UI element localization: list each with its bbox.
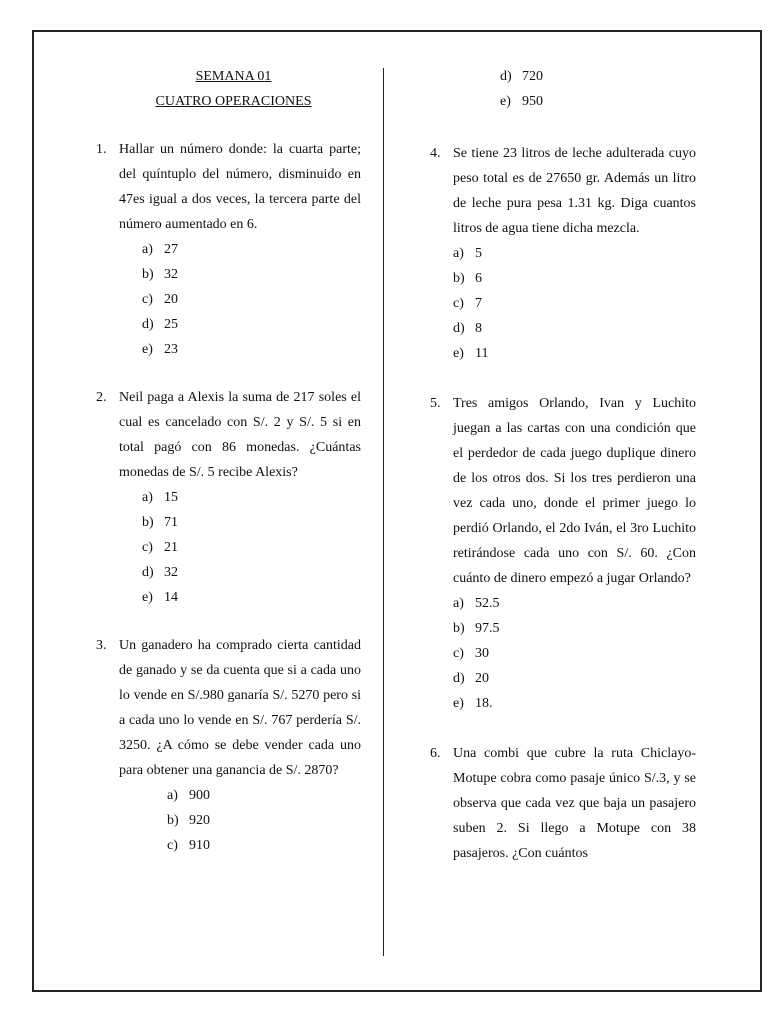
option: d) 720	[500, 69, 543, 84]
document-header	[96, 64, 361, 114]
option: e) 950	[500, 94, 543, 109]
question-number: 1.	[96, 142, 107, 157]
question-4	[430, 141, 696, 366]
option: b) 97.5	[453, 621, 500, 636]
option: d) 20	[453, 671, 489, 686]
question-text: Se tiene 23 litros de leche adulterada cuyo peso total es de 27650 gr. Además un litro de leche pura pesa 1.31 kg. Diga cuantos litros de agua tiene dicha mezcla.	[453, 146, 696, 236]
topic-title: CUATRO OPERACIONES	[155, 94, 312, 109]
option: c) 30	[453, 646, 489, 661]
option: a) 52.5	[453, 596, 500, 611]
question-number: 5.	[430, 396, 441, 411]
option: e) 18.	[453, 696, 493, 711]
option: d) 8	[453, 321, 482, 336]
week-title: SEMANA 01	[195, 69, 272, 84]
spacer	[96, 362, 361, 385]
question-number: 3.	[96, 638, 107, 653]
option: c) 21	[142, 540, 178, 555]
options-list	[453, 591, 696, 716]
option: b) 71	[142, 515, 178, 530]
option: a) 5	[453, 246, 482, 261]
spacer	[430, 716, 696, 741]
option: b) 6	[453, 271, 482, 286]
option: a) 900	[167, 788, 210, 803]
option: d) 32	[142, 565, 178, 580]
spacer	[96, 114, 361, 137]
option: b) 920	[167, 813, 210, 828]
options-list	[167, 783, 361, 858]
option: b) 32	[142, 267, 178, 282]
question-text: Hallar un número donde: la cuarta parte; del quíntuplo del número, disminuido en 47es igual a dos veces, la tercera parte del número aumentado en 6.	[119, 142, 361, 232]
options-list	[453, 241, 696, 366]
option: e) 11	[453, 346, 489, 361]
option: d) 25	[142, 317, 178, 332]
question-number: 4.	[430, 146, 441, 161]
spacer	[96, 610, 361, 633]
question-6	[430, 741, 696, 866]
question-5	[430, 391, 696, 716]
options-list-q3-continued	[500, 64, 696, 114]
option: c) 910	[167, 838, 210, 853]
right-column	[430, 64, 696, 866]
options-list	[142, 237, 361, 362]
question-number: 2.	[96, 390, 107, 405]
spacer	[430, 114, 696, 141]
spacer	[430, 366, 696, 391]
options-list	[142, 485, 361, 610]
option: e) 14	[142, 590, 178, 605]
option: a) 15	[142, 490, 178, 505]
column-divider	[383, 68, 384, 956]
question-2	[96, 385, 361, 610]
question-text: Tres amigos Orlando, Ivan y Luchito juegan a las cartas con una condición que el perdedor de cada juego duplique dinero de los otros dos. Si los tres perdieron una vez cada uno, donde el primer juego lo perdió Orlando, el 2do Iván, el 3ro Luchito retirándose cada uno con S/. 60. ¿Con cuánto de dinero empezó a jugar Orlando?	[453, 396, 696, 586]
question-number: 6.	[430, 746, 441, 761]
option: e) 23	[142, 342, 178, 357]
left-column	[96, 64, 361, 858]
option: c) 20	[142, 292, 178, 307]
question-text: Una combi que cubre la ruta Chiclayo-Motupe cobra como pasaje único S/.3, y se observa que cada vez que baja un pasajero suben 2. Si llego a Motupe con 38 pasajeros. ¿Con cuántos	[453, 746, 696, 861]
question-text: Neil paga a Alexis la suma de 217 soles el cual es cancelado con S/. 2 y S/. 5 si en total pagó con 86 monedas. ¿Cuántas monedas de S/. 5 recibe Alexis?	[119, 390, 361, 480]
question-3	[96, 633, 361, 858]
question-text: Un ganadero ha comprado cierta cantidad de ganado y se da cuenta que si a cada uno lo vende en S/.980 ganaría S/. 5270 pero si a cada uno lo vende en S/. 767 perdería S/. 3250. ¿A cómo se debe vender cada uno para obtener una ganancia de S/. 2870?	[119, 638, 361, 778]
option: c) 7	[453, 296, 482, 311]
question-1	[96, 137, 361, 362]
option: a) 27	[142, 242, 178, 257]
